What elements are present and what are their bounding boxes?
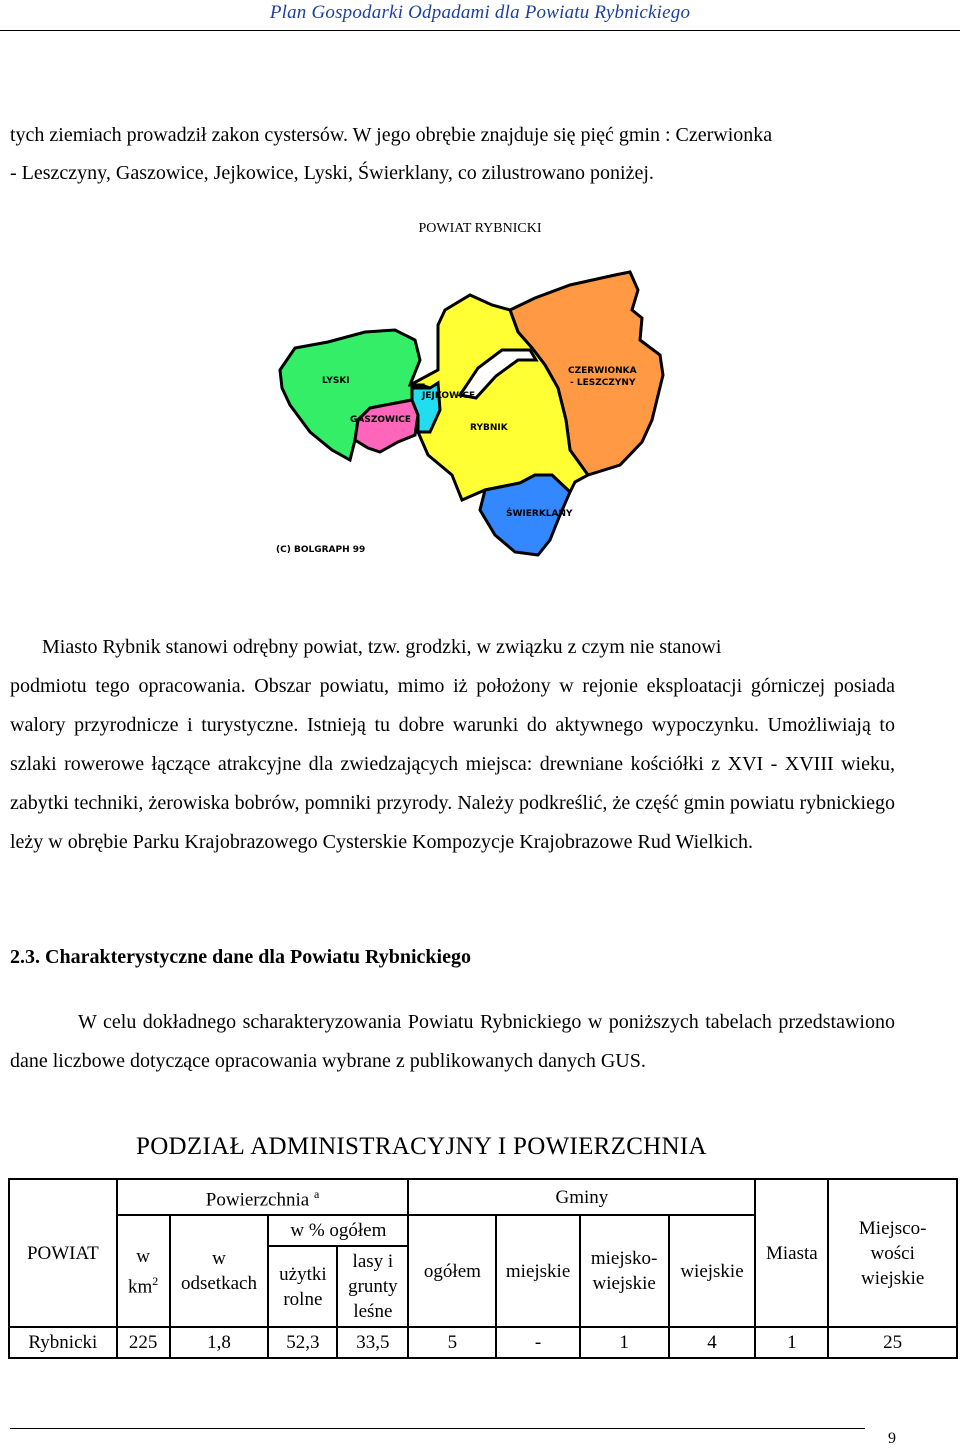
label-czerwionka-1: CZERWIONKA (568, 366, 637, 376)
cell-powiat: Rybnicki (9, 1327, 117, 1358)
intro-paragraph (10, 116, 895, 192)
label-lyski: LYSKI (322, 376, 350, 386)
header-lasy: lasy i grunty leśne (337, 1246, 408, 1327)
header-miasta: Miasta (755, 1179, 828, 1327)
header-w-km (117, 1215, 170, 1327)
header-w: w (136, 1245, 150, 1267)
body-paragraph-1-line-1: Miasto Rybnik stanowi odrębny powiat, tzw. grodzki, w związku z czym nie stanowi (42, 636, 722, 658)
map-copyright: (C) BOLGRAPH 99 (276, 545, 366, 555)
section-title: 2.3. Charakterystyczne dane dla Powiatu Rybnickiego (10, 946, 471, 968)
cell-gminy-wiejskie: 4 (669, 1327, 756, 1358)
table-row (9, 1327, 957, 1358)
map-caption: POWIAT RYBNICKI (418, 221, 542, 236)
header-km-sup: 2 (152, 1273, 159, 1288)
cell-km2: 225 (117, 1327, 170, 1358)
header-powierzchnia (117, 1179, 409, 1215)
cell-gminy-miejsko-wiejskie: 1 (580, 1327, 669, 1358)
label-swierklany: ŚWIERKLANY (506, 509, 573, 519)
body-paragraph-1 (10, 628, 895, 862)
label-gaszowice: GASZOWICE (350, 415, 412, 425)
intro-line-1: tych ziemiach prowadził zakon cystersów. W jego obrębie znajduje się pięć gmin : Czerwionka (10, 124, 773, 146)
header-miejsko-wiejskie: miejsko-wiejskie (580, 1215, 669, 1327)
cell-lasy: 33,5 (337, 1327, 408, 1358)
intro-line-2: - Leszczyny, Gaszowice, Jejkowice, Lyski, Świerklany, co zilustrowano poniżej. (10, 162, 654, 184)
header-miejskie: miejskie (496, 1215, 579, 1327)
header-miejscowosci: Miejsco-wości wiejskie (828, 1179, 957, 1327)
header-powierzchnia-sup: a (313, 1187, 320, 1201)
admin-area-table (8, 1178, 958, 1359)
cell-miasta: 1 (755, 1327, 828, 1358)
table-title: PODZIAŁ ADMINISTRACYJNY I POWIERZCHNIA (136, 1133, 707, 1160)
cell-uzytki: 52,3 (268, 1327, 337, 1358)
label-rybnik: RYBNIK (470, 423, 508, 433)
cell-gminy-ogolem: 5 (408, 1327, 496, 1358)
powiat-map-svg (270, 270, 670, 570)
header-ogolem: ogółem (408, 1215, 496, 1327)
header-powiat: POWIAT (9, 1179, 117, 1327)
header-rule (0, 30, 960, 31)
label-jejkowice: JEJKOWICE (422, 391, 476, 401)
header-w-odsetkach: w odsetkach (170, 1215, 269, 1327)
page-number: 9 (888, 1430, 896, 1447)
cell-odsetki: 1,8 (170, 1327, 269, 1358)
label-czerwionka-2: - LESZCZYNY (570, 378, 636, 388)
header-gminy: Gminy (408, 1179, 755, 1215)
cell-miejscowosci: 25 (828, 1327, 957, 1358)
header-pct-ogolem: w % ogółem (268, 1215, 408, 1246)
document-header: Plan Gospodarki Odpadami dla Powiatu Rybnickiego (269, 2, 691, 23)
header-wiejskie: wiejskie (669, 1215, 756, 1327)
header-uzytki: użytki rolne (268, 1246, 337, 1327)
header-powierzchnia-label: Powierzchnia (205, 1189, 310, 1211)
table-header-row-1 (9, 1179, 957, 1215)
body-paragraph-1-rest: podmiotu tego opracowania. Obszar powiatu, mimo iż położony w rejonie eksploatacji górniczej posiada walory przyrodnicze i turystyczne. Istnieją tu dobre warunki do aktywnego wypoczynku. Umożliwiają to szlaki rowerowe łączące atrakcyjne dla zwiedzających miejsca: drewniane kościółki z XVI - XVIII wieku, zabytki techniki, żerowiska bobrów, pomniki przyrody. Należy podkreślić, że część gmin powiatu rybnickiego leży w obrębie Parku Krajobrazowego Cysterskie Kompozycje Krajobrazowe Rud Wielkich. (10, 675, 895, 853)
powiat-map (270, 270, 670, 570)
header-km: km (127, 1275, 153, 1297)
cell-gminy-miejskie: - (496, 1327, 579, 1358)
footer-rule (10, 1428, 865, 1429)
body-paragraph-2: W celu dokładnego scharakteryzowania Powiatu Rybnickiego w poniższych tabelach przedstawiono dane liczbowe dotyczące opracowania wybrane z publikowanych danych GUS. (10, 1011, 895, 1072)
